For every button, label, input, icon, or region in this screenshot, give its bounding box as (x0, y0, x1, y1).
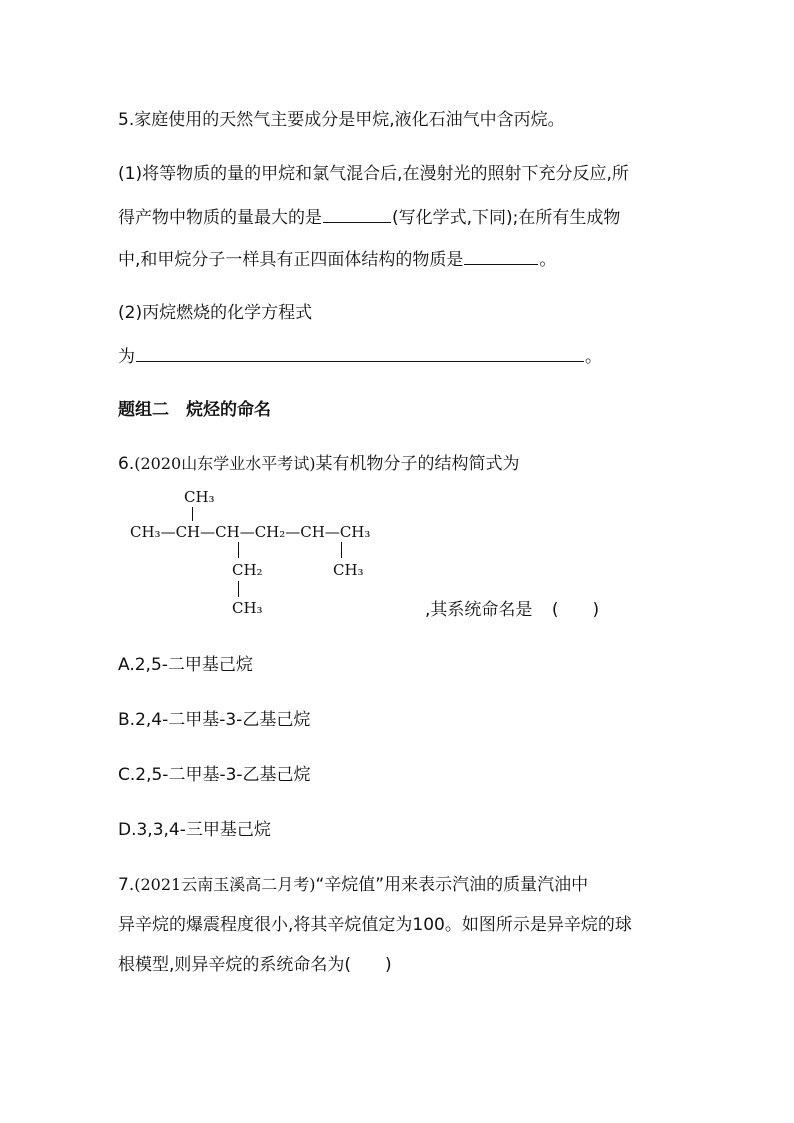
q5-part1-line1: (1)将等物质的量的甲烷和氯气混合后,在漫射光的照射下充分反应,所 (118, 164, 629, 184)
q6-option-b[interactable]: B.2,4-二甲基-3-乙基己烷 (118, 710, 311, 730)
q6-ask (425, 598, 599, 622)
q5-part1-line2-text-a: 得产物中物质的量最大的是 (118, 208, 322, 228)
q5-part1-line3 (118, 246, 556, 272)
answer-blank-3[interactable] (136, 343, 584, 362)
q7-line1 (118, 873, 588, 897)
q6-option-c[interactable]: C.2,5-二甲基-3-乙基己烷 (118, 765, 311, 785)
q7-number: 7. (118, 875, 135, 895)
answer-blank-1[interactable] (323, 204, 391, 223)
q5-part1-line2 (118, 204, 620, 230)
q6-ask-text: ,其系统命名是 (425, 600, 533, 620)
q5-stem: 5.家庭使用的天然气主要成分是甲烷,液化石油气中含丙烷。 (118, 110, 565, 130)
q6-number: 6. (118, 454, 135, 474)
q5-part1-line3-text-b: 。 (539, 250, 557, 270)
q7-line1-text: “辛烷值”用来表示汽油的质量汽油中 (315, 875, 589, 895)
q6-option-d[interactable]: D.3,3,4-三甲基己烷 (118, 820, 271, 840)
q5-part2-line2-text-b: 。 (585, 347, 602, 367)
q6-stem-text: 某有机物分子的结构简式为 (315, 454, 520, 474)
formula-top-ch3: CH₃ (184, 488, 215, 506)
bond-bottom (238, 581, 239, 597)
formula-main-chain: CH₃—CH—CH—CH₂—CH—CH₃ (130, 523, 371, 541)
bond-right (341, 542, 342, 558)
q6-stem (118, 452, 519, 476)
q7-line3: 根模型,则异辛烷的系统命名为( ) (118, 955, 392, 975)
q7-line2: 异辛烷的爆震程度很小,将其辛烷值定为100。如图所示是异辛烷的球 (118, 915, 632, 935)
formula-right-ch3: CH₃ (333, 561, 364, 579)
q5-part2-line2-text-a: 为 (118, 347, 135, 367)
answer-blank-2[interactable] (464, 246, 538, 265)
bond-top (192, 507, 193, 521)
q6-option-a[interactable]: A.2,5-二甲基己烷 (118, 655, 253, 675)
formula-bottom-ch3: CH₃ (232, 599, 263, 617)
formula-ch2: CH₂ (232, 561, 263, 579)
q6-source: (2020山东学业水平考试) (134, 454, 316, 473)
q5-part1-line3-text-a: 中,和甲烷分子一样具有正四面体结构的物质是 (118, 250, 464, 270)
section-title: 题组二 烷烃的命名 (118, 400, 271, 420)
q5-part1-line2-text-b: (写化学式,下同);在所有生成物 (392, 208, 621, 228)
q5-part2-line2 (118, 343, 602, 369)
q7-source: (2021云南玉溪高二月考) (134, 875, 316, 894)
bond-ch2 (238, 542, 239, 558)
q6-answer-paren[interactable]: ( ) (551, 600, 600, 620)
q5-part2-line1: (2)丙烷燃烧的化学方程式 (118, 303, 313, 323)
